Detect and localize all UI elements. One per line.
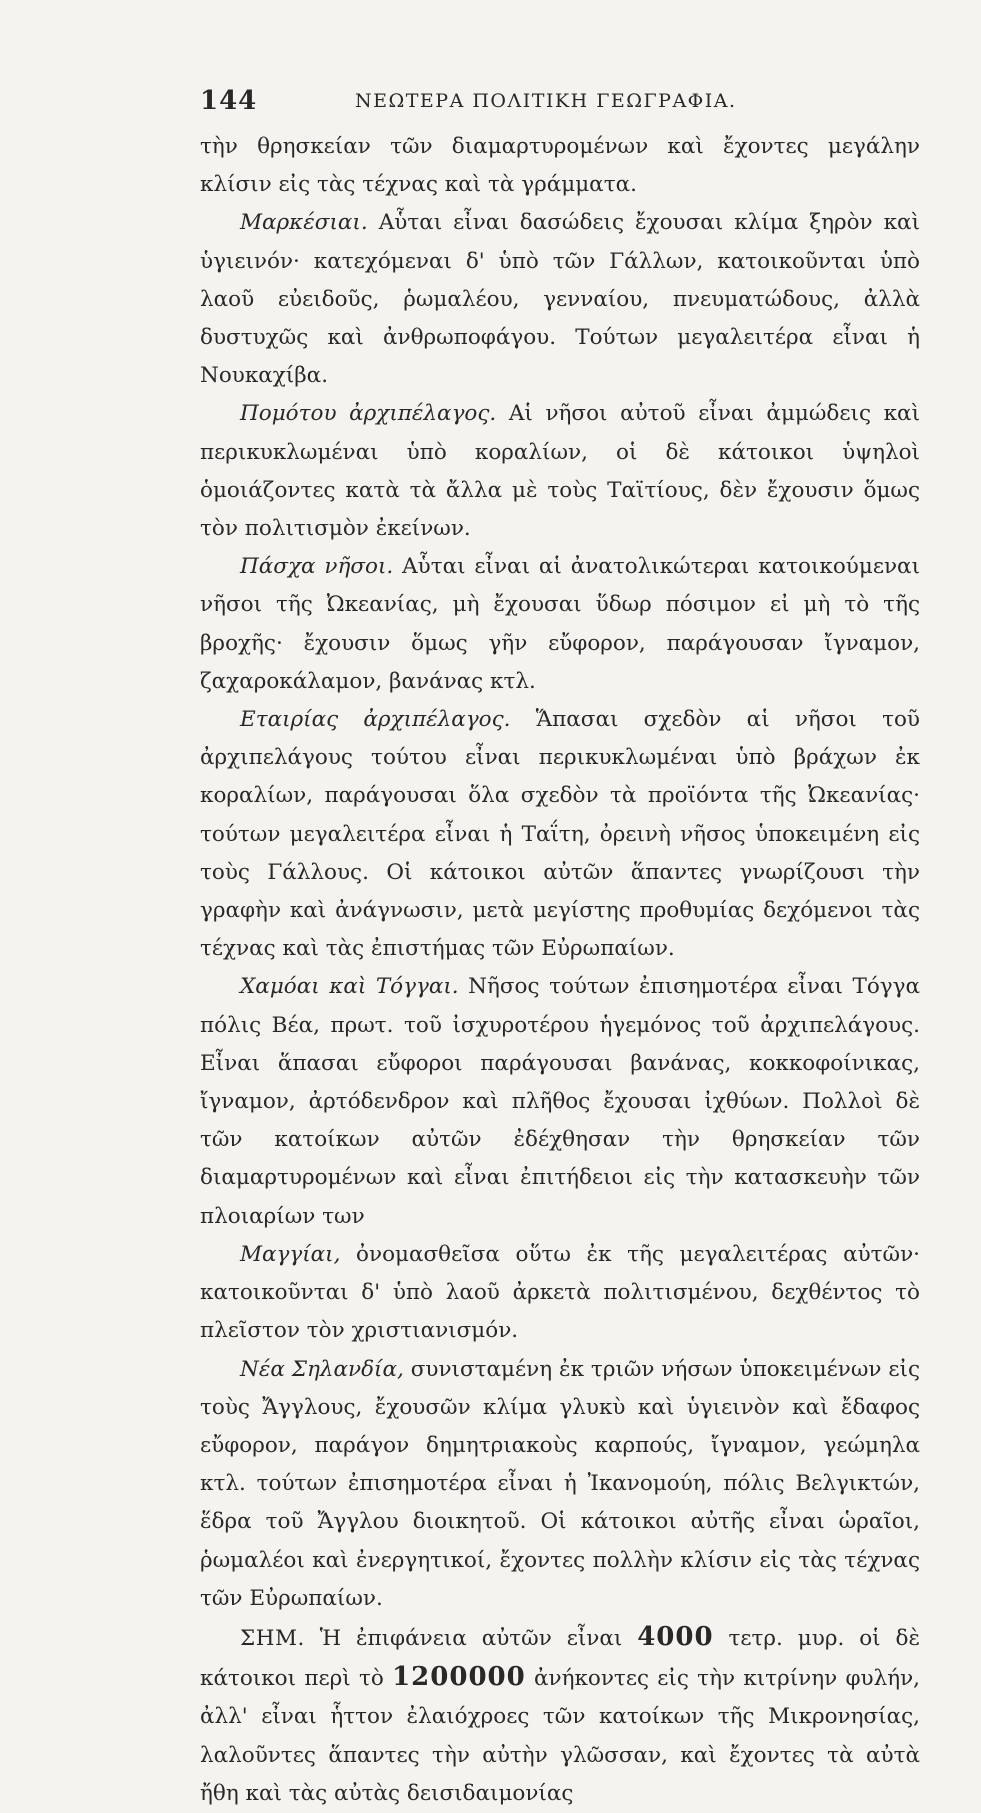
note-label: ΣΗΜ. bbox=[240, 1625, 305, 1651]
page-number: 144 bbox=[200, 86, 258, 116]
paragraph-heading: Μαρκέσιαι. bbox=[240, 210, 368, 236]
paragraph-text: ὀνομασθεῖσα οὕτω ἐκ τῆς μεγαλειτέρας αὐτῶν· κατοικοῦνται δ' ὑπὸ λαοῦ ἀρκετὰ πολιτισμένου, δεχθέντος τὸ πλεῖστον τὸν χριστιανισμόν. bbox=[200, 1241, 920, 1344]
paragraph-text: Ἅπασαι σχεδὸν αἱ νῆσοι τοῦ ἀρχιπελάγους τούτου εἶναι περικυκλωμέναι ὑπὸ βράχων ἐκ κοραλίων, παράγουσαι ὅλα σχεδὸν τὰ προϊόντα τῆς Ὠκεανίας· τούτων μεγαλειτέρα εἶναι ἡ Ταΐτη, ὀρεινὴ νῆσος ὑποκειμένη εἰς τοὺς Γάλλους. Οἱ κάτοικοι αὐτῶν ἅπαντες γνωρίζουσι τὴν γραφὴν καὶ ἀνάγνωσιν, μετὰ μεγίστης προθυμίας δεχόμενοι τὰς τέχνας καὶ τὰς ἐπιστήμας τῶν Εὐρωπαίων. bbox=[200, 707, 920, 962]
paragraph-text: Αὗται εἶναι αἱ ἀνατολικώτεραι κατοικούμεναι νῆσοι τῆς Ὠκεανίας, μὴ ἔχουσαι ὕδωρ πόσιμον εἰ μὴ τὸ τῆς βροχῆς· ἔχουσιν ὅμως γῆν εὔφορον, παράγουσαν ἴγναμον, ζαχαροκάλαμον, βανάνας κτλ. bbox=[200, 554, 920, 694]
paragraph-continuation bbox=[200, 128, 920, 204]
note-text: Ἡ ἐπιφάνεια αὐτῶν εἶναι bbox=[304, 1625, 638, 1651]
paragraph-text: συνισταμένη ἐκ τριῶν νήσων ὑποκειμένων εἰς τοὺς Ἄγγλους, ἔχουσῶν κλίμα γλυκὺ καὶ ὑγιεινὸν καὶ ἔδαφος εὔφορον, παράγον δημητριακοὺς καρπούς, ἴγναμον, γεώμηλα κτλ. τούτων ἐπισημοτέρα εἶναι ἡ Ἰκανομούη, πόλις Βελγικτών, ἕδρα τοῦ Ἄγγλου διοικητοῦ. Οἱ κάτοικοι αὐτῆς εἶναι ὡραῖοι, ῥωμαλέοι καὶ ἐνεργητικοί, ἔχοντες πολλὴν κλίσιν εἰς τὰς τέχνας τῶν Εὐρωπαίων. bbox=[200, 1356, 920, 1611]
body-text bbox=[200, 128, 920, 1813]
running-title: ΝΕΩΤΕΡΑ ΠΟΛΙΤΙΚΗ ΓΕΩΓΡΑΦΙΑ. bbox=[355, 90, 737, 112]
paragraph-heading: Νέα Σηλανδία, bbox=[240, 1356, 404, 1382]
paragraph-samoa-tonga bbox=[200, 968, 920, 1235]
paragraph-mangaia bbox=[200, 1236, 920, 1351]
note-population-value: 1200000 bbox=[392, 1662, 526, 1693]
note-area-value: 4000 bbox=[637, 1621, 714, 1652]
paragraph-society-islands bbox=[200, 701, 920, 968]
paragraph-text: Αὗται εἶναι δασώδεις ἔχουσαι κλίμα ξηρὸν καὶ ὑγιεινόν· κατεχόμεναι δ' ὑπὸ τῶν Γάλλων, κατοικοῦνται ὑπὸ λαοῦ εὐειδοῦς, ῥωμαλέου, γενναίου, πνευματώδους, ἀλλὰ δυστυχῶς καὶ ἀνθρωποφάγου. Τούτων μεγαλειτέρα εἶναι ἡ Νουκαχίβα. bbox=[200, 210, 920, 389]
paragraph-text: τὴν θρησκείαν τῶν διαμαρτυρομένων καὶ ἔχοντες μεγάλην κλίσιν εἰς τὰς τέχνας καὶ τὰ γράμματα. bbox=[200, 134, 920, 198]
note-text: τετρ. μυρ. οἱ δὲ κάτοικοι περὶ τὸ bbox=[200, 1625, 920, 1692]
paragraph-pomotou bbox=[200, 395, 920, 548]
paragraph-easter-islands bbox=[200, 548, 920, 701]
paragraph-text: Αἱ νῆσοι αὐτοῦ εἶναι ἀμμώδεις καὶ περικυκλωμέναι ὑπὸ κοραλίων, οἱ δὲ κάτοικοι ὑψηλοὶ ὁμοιάζοντες κατὰ τὰ ἄλλα μὲ τοὺς Ταϊτίους, δὲν ἔχουσιν ὅμως τὸν πολιτισμὸν ἐκείνων. bbox=[200, 401, 921, 542]
paragraph-marquesas bbox=[200, 204, 920, 395]
paragraph-note bbox=[200, 1618, 920, 1813]
paragraph-text: Νῆσος τούτων ἐπισημοτέρα εἶναι Τόγγα πόλις Βέα, πρωτ. τοῦ ἰσχυροτέρου ἡγεμόνος τοῦ ἀρχιπελάγους. Εἶναι ἅπασαι εὔφοροι παράγουσαι βανάνας, κοκκοφοίνικας, ἴγναμον, ἀρτόδενδρον καὶ πλῆθος ἔχουσαι ἰχθύων. Πολλοὶ δὲ τῶν κατοίκων αὐτῶν ἐδέχθησαν τὴν θρησκείαν τῶν διαμαρτυρομένων καὶ εἶναι ἐπιτήδειοι εἰς τὴν κατασκευὴν τῶν πλοιαρίων των bbox=[200, 974, 920, 1229]
paragraph-heading: Πάσχα νῆσοι. bbox=[240, 554, 394, 580]
paragraph-new-zealand bbox=[200, 1351, 920, 1618]
paragraph-heading: Μαγγίαι, bbox=[240, 1241, 341, 1267]
note-text: ἀνήκοντες εἰς τὴν κιτρίνην φυλήν, ἀλλ' εἶναι ἧττον ἐλαιόχροες τῶν κατοίκων τῆς Μικρονησίας, λαλοῦντες ἅπαντες τὴν αὐτὴν γλῶσσαν, καὶ ἔχοντες τὰ αὐτὰ ἤθη καὶ τὰς αὐτὰς δεισιδαιμονίας bbox=[200, 1666, 920, 1806]
page-header bbox=[200, 86, 760, 126]
paragraph-heading: Εταιρίας ἀρχιπέλαγος. bbox=[240, 707, 511, 733]
paragraph-heading: Πομότου ἀρχιπέλαγος. bbox=[240, 401, 497, 427]
paragraph-heading: Χαμόαι καὶ Τόγγαι. bbox=[240, 974, 459, 1000]
